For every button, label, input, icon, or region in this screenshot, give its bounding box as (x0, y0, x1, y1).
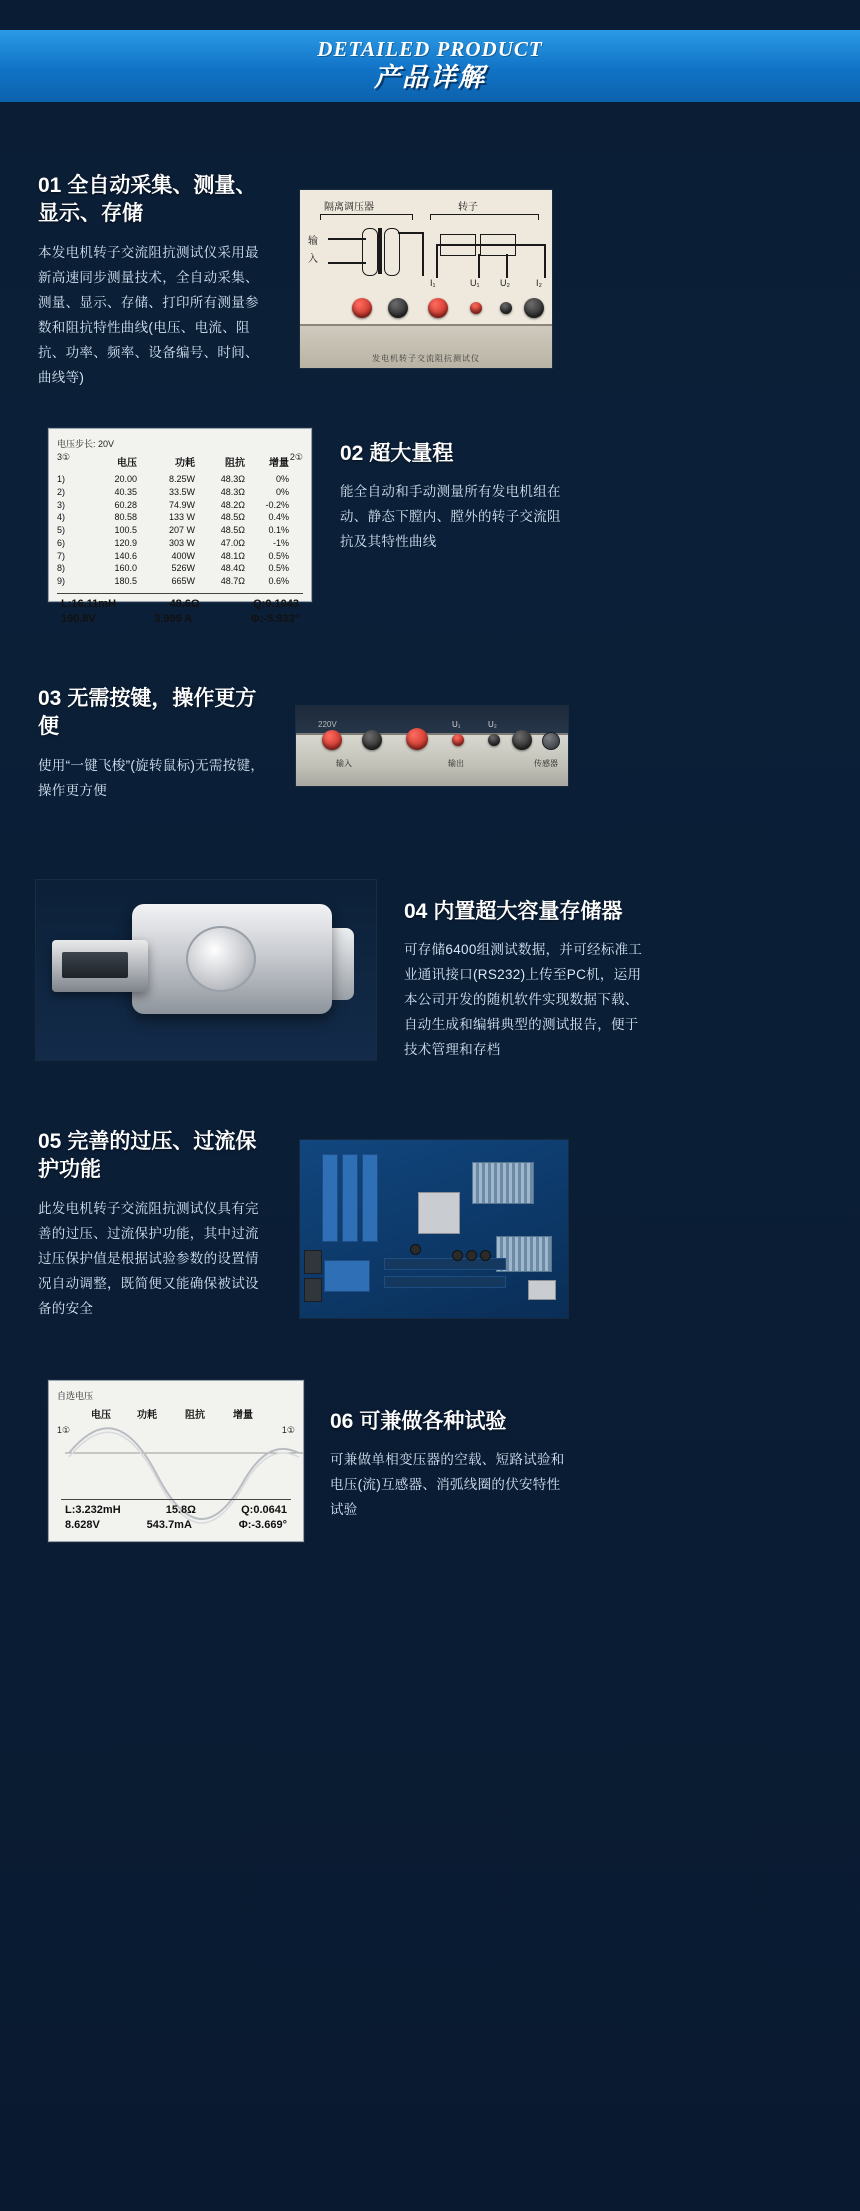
isolation-regulator-rotor-schematic (300, 190, 552, 368)
section-06-title (330, 1408, 566, 1436)
section-04-text (404, 898, 644, 1063)
motherboard-pcb (300, 1140, 568, 1318)
table-left-mark: 3① (57, 452, 71, 462)
section-04-number: 04 (404, 900, 428, 923)
panel-label-sensor: 传感器 (534, 759, 558, 768)
table-right-mark: 2① (289, 452, 303, 462)
section-05-text (38, 1128, 270, 1322)
schematic-label-input-2: 入 (308, 254, 318, 265)
sine-col-power: 功耗 (137, 1410, 157, 1421)
sine-mode-label: 自选电压 (57, 1391, 94, 1401)
section-06-text (330, 1408, 566, 1523)
binding-post-black-3[interactable] (524, 298, 544, 318)
table-row: 7) 140.6 400W 48.1Ω 0.5% (57, 550, 289, 561)
panel-sensor-connector[interactable] (542, 732, 560, 750)
section-05-title (38, 1128, 270, 1185)
sine-right-mark: 1① (281, 1425, 295, 1435)
panel-post-black-1[interactable] (362, 730, 382, 750)
section-01-number: 01 (38, 174, 62, 197)
section-02-body: 能全自动和手动测量所有发电机组在动、静态下膛内、膛外的转子交流阻抗及其特性曲线 (340, 484, 561, 550)
header-chinese-title: 产品详解 (373, 63, 486, 94)
section-03-text (38, 685, 270, 804)
section-01-text (38, 172, 270, 391)
table-summary-row-1: L:16.11mH 48.6Ω Q:0.1043 (61, 597, 299, 610)
schematic-label-input-1: 输 (308, 236, 318, 247)
section-03-title-text: 无需按键，操作更方便 (38, 687, 257, 739)
sine-col-impedance: 阻抗 (185, 1410, 205, 1421)
schematic-label-regulator: 隔离调压器 (324, 202, 374, 213)
panel-post-black-3[interactable] (512, 730, 532, 750)
section-02-title-text: 超大量程 (369, 442, 454, 465)
section-04-body: 可存储6400组测试数据，并可经标准工业通讯接口(RS232)上传至PC机，运用本公司开发的随机软件实现数据下载、自动生成和编辑典型的测试报告，便于技术管理和存档 (404, 942, 643, 1058)
panel-post-red-1[interactable] (322, 730, 342, 750)
table-row: 2) 40.35 33.5W 48.3Ω 0% (57, 486, 289, 497)
panel-post-black-2[interactable] (488, 734, 500, 746)
binding-post-red-2[interactable] (428, 298, 448, 318)
section-01-title (38, 172, 270, 229)
section-03-body: 使用“一键飞梭”(旋转鼠标)无需按键，操作更方便 (38, 757, 265, 798)
sine-waveform-screen (48, 1380, 304, 1542)
section-04-title (404, 898, 644, 926)
table-step-label: 电压步长: 20V (57, 439, 115, 449)
sine-summary-row-2: 8.628V 543.7mA Φ:-3.669° (65, 1519, 287, 1531)
header-english-title: DETAILED PRODUCT (317, 37, 543, 62)
section-03-title (38, 685, 270, 742)
table-row: 5) 100.5 207 W 48.5Ω 0.1% (57, 525, 289, 536)
section-06-title-text: 可兼做各种试验 (359, 1410, 507, 1433)
table-col-power: 功耗 (175, 458, 195, 469)
table-row: 6) 120.9 303 W 47.0Ω -1% (57, 537, 289, 548)
binding-post-red-3[interactable] (470, 302, 482, 314)
panel-label-u2: U₂ (488, 720, 497, 729)
sine-col-voltage: 电压 (91, 1410, 111, 1421)
section-03-number: 03 (38, 687, 62, 710)
schematic-terminal-U2: U₂ (500, 278, 510, 288)
section-04-title-text: 内置超大容量存储器 (433, 900, 623, 923)
section-05-number: 05 (38, 1130, 62, 1153)
schematic-terminal-U1: U₁ (470, 278, 480, 288)
table-summary-row-2: 190.8V 3.999 A Φ:-5.933° (61, 612, 299, 625)
section-06-body: 可兼做单相变压器的空载、短路试验和电压(流)互感器、消弧线圈的伏安特性试验 (330, 1452, 565, 1518)
section-05-title-text: 完善的过压、过流保护功能 (38, 1130, 257, 1182)
schematic-label-rotor: 转子 (458, 202, 478, 213)
binding-post-black-2[interactable] (500, 302, 512, 314)
schematic-terminal-I1: I₁ (430, 278, 436, 288)
table-col-voltage: 电压 (117, 458, 137, 469)
panel-label-u1: U₁ (452, 720, 461, 729)
table-row: 4) 80.58 133 W 48.5Ω 0.4% (57, 512, 289, 523)
table-row: 3) 60.28 74.9W 48.2Ω -0.2% (57, 499, 289, 510)
section-02-number: 02 (340, 442, 364, 465)
section-01-title-text: 全自动采集、测量、显示、存储 (38, 174, 257, 226)
panel-label-220v: 220V (318, 720, 337, 729)
section-06-number: 06 (330, 1410, 354, 1433)
sine-col-delta: 增量 (233, 1410, 253, 1421)
panel-post-red-3[interactable] (452, 734, 464, 746)
section-05-body: 此发电机转子交流阻抗测试仪具有完善的过压、过流保护功能，其中过流过压保护值是根据试验参数的设置情况自动调整，既简便又能确保被试设备的安全 (38, 1200, 259, 1316)
usb-flash-drive (36, 880, 376, 1060)
panel-label-output: 输出 (448, 759, 464, 768)
instrument-terminal-panel (296, 706, 568, 786)
sine-summary-row-1: L:3.232mH 15.8Ω Q:0.0641 (65, 1504, 287, 1516)
page-header (0, 30, 860, 102)
section-02-title (340, 440, 568, 468)
table-row: 1) 20.00 8.25W 48.3Ω 0% (57, 474, 289, 484)
panel-label-input: 输入 (336, 759, 352, 768)
table-col-delta: 增量 (269, 458, 289, 469)
table-row: 9) 180.5 665W 48.7Ω 0.6% (57, 576, 289, 587)
schematic-footer-text: 发电机转子交流阻抗测试仪 (372, 354, 480, 363)
section-02-text (340, 440, 568, 555)
panel-post-red-2[interactable] (406, 728, 428, 750)
binding-post-black-1[interactable] (388, 298, 408, 318)
measurement-result-table-screen (48, 428, 312, 625)
table-row: 8) 160.0 526W 48.4Ω 0.5% (57, 563, 289, 574)
table-col-impedance: 阻抗 (225, 458, 245, 469)
sine-left-mark: 1① (57, 1425, 71, 1435)
section-01-body: 本发电机转子交流阻抗测试仪采用最新高速同步测量技术，全自动采集、测量、显示、存储、打印所有测量参数和阻抗特性曲线(电压、电流、阻抗、功率、频率、设备编号、时间、曲线等) (38, 244, 259, 385)
schematic-terminal-I2: I₂ (536, 278, 542, 288)
binding-post-red-1[interactable] (352, 298, 372, 318)
